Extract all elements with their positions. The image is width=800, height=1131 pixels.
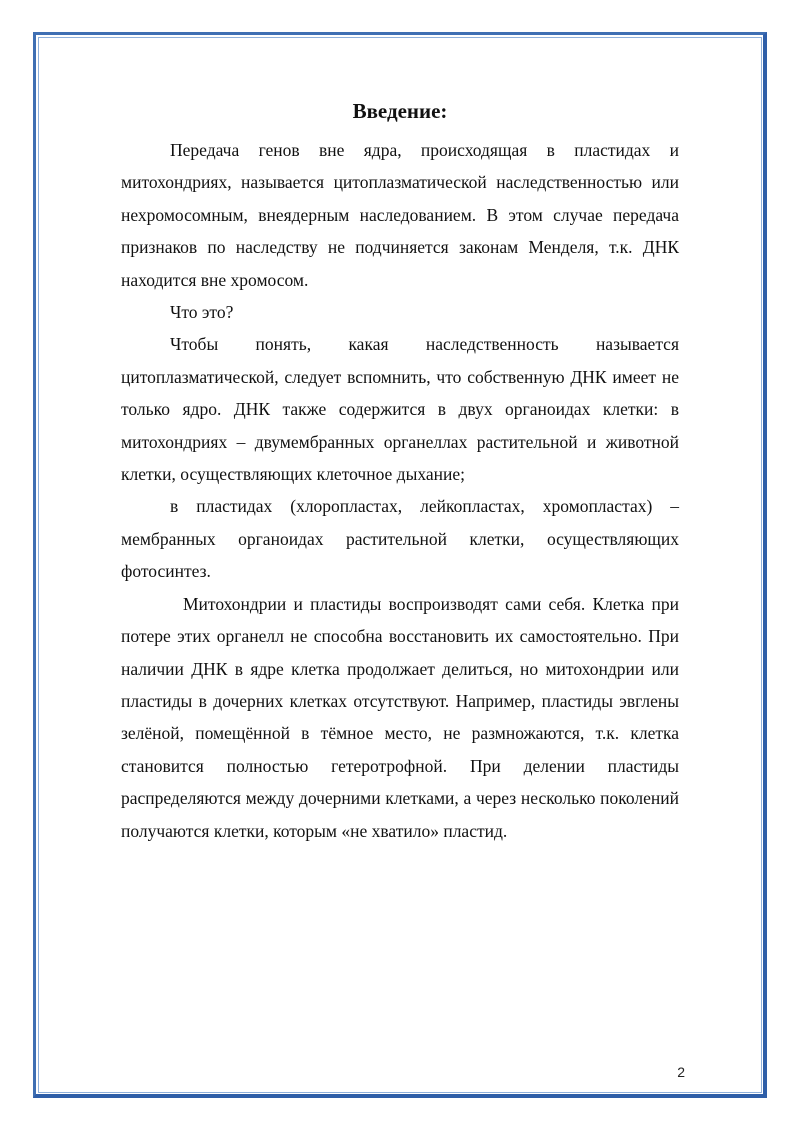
page-title: Введение: [352,99,448,123]
paragraph-self-reproduction: Митохондрии и пластиды воспроизводят сами себя. Клетка при потере этих органелл не способна восстановить их самостоятельно. При наличии ДНК в ядре клетка продолжает делиться, но митохондрии или пластиды в дочерних клетках отсутствуют. Например, пластиды эвглены зелёной, помещённой в тёмное место, не размножаются, т.к. клетка становится полностью гетеротрофной. При делении пластиды распределяются между дочерними клетками, а через несколько поколений получаются клетки, которым «не хватило» пластид. [121,593,679,841]
page-number: 2 [677,1064,685,1080]
paragraph-plastids: в пластидах (хлоропластах, лейкопластах, хромопластах) – мембранных органоидах растительной клетки, осуществляющих фотосинтез. [121,496,679,582]
paragraph-dna-organoids: Чтобы понять, какая наследственность называется цитоплазматической, следует вспомнить, что собственную ДНК имеет не только ядро. ДНК также содержится в двух органоидах клетки: в митохондриях – двумембранных органеллах растительной и животной клетки, осуществляющих клеточное дыхание; [121,334,679,485]
paragraph-intro: Передача генов вне ядра, происходящая в пластидах и митохондриях, называется цитоплазматической наследственностью или нехромосомным, внеядерным наследованием. В этом случае передача признаков по наследству не подчиняется законам Менделя, т.к. ДНК находится вне хромосом. [121,140,679,290]
paragraph-question: Что это? [170,302,234,323]
page-content [121,96,679,847]
